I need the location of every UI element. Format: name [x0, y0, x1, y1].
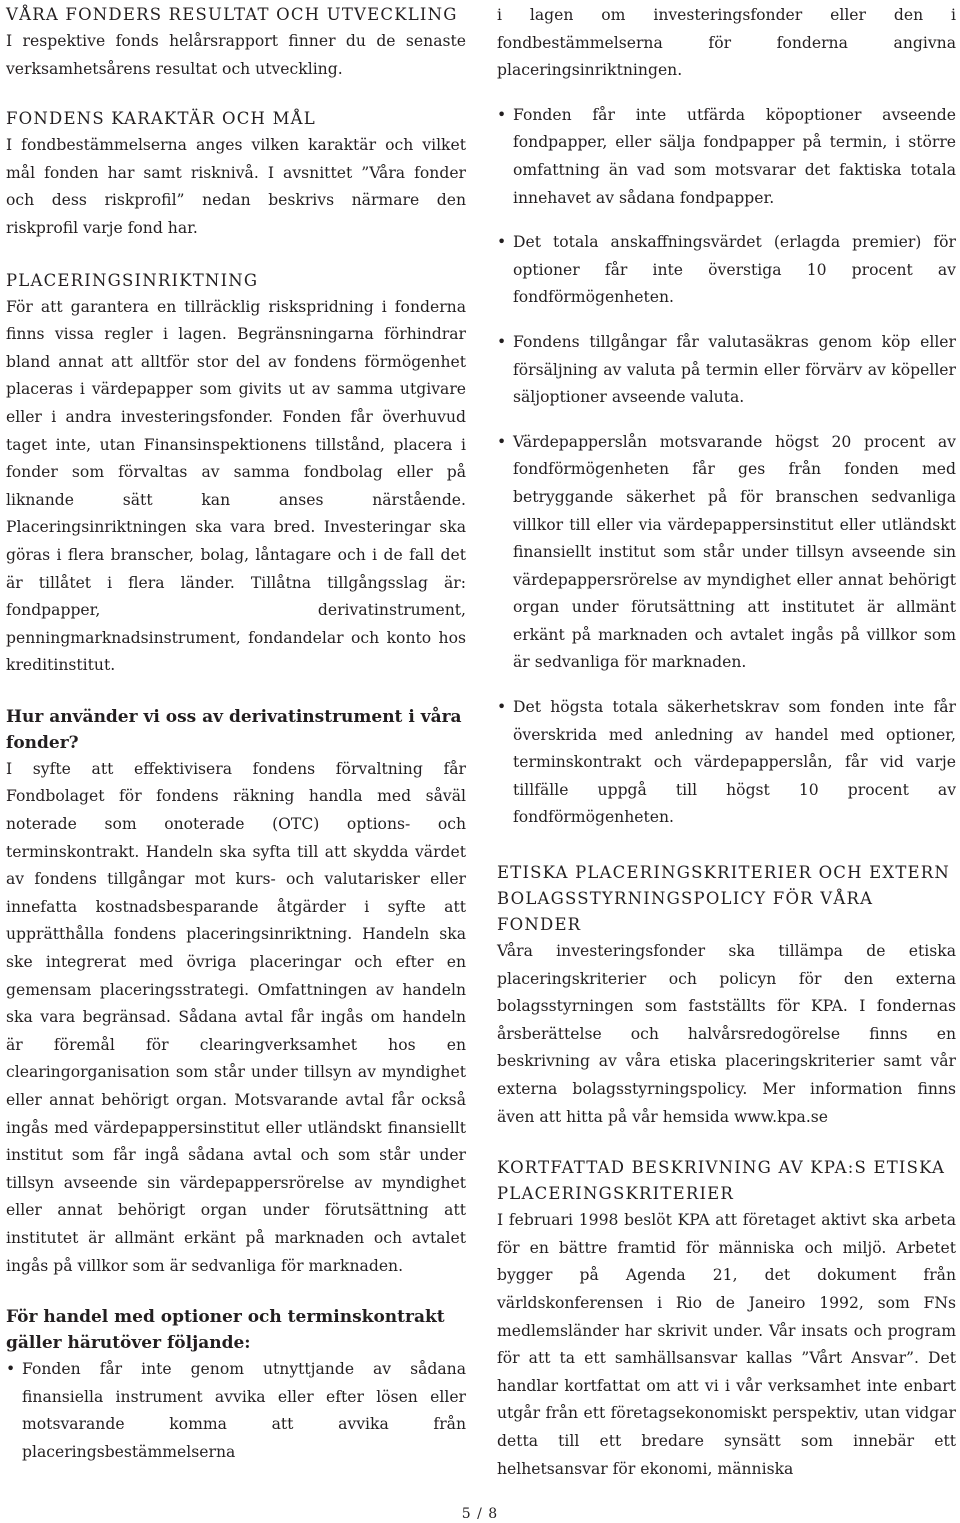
list-item: • Fonden får inte utfärda köpoptioner avseende fondpapper, eller sälja fondpapper på termin, i större omfattning än vad som motsvarar det faktiska totala innehavet av sådana fondpapper.	[497, 102, 956, 212]
list-item: • Värdepapperslån motsvarande högst 20 procent av fondförmögenheten får ges från fonden med betryggande säkerhet på för branschen sedvanliga villkor till eller via värdepappersinstitut eller utländskt finansiellt institut som står under tillsyn avseende sin värdepappersrörelse av myndighet eller annat behörigt organ under förutsättning att institutet är allmänt erkänt på marknaden och avtalet ingås på villkor som är sedvanliga för marknaden.	[497, 429, 956, 677]
options-heading: För handel med optioner och terminskontrakt gäller härutöver följande:	[6, 1307, 445, 1354]
results-heading: VÅRA FONDERS RESULTAT OCH UTVECKLING	[6, 5, 458, 24]
ethics-heading: ETISKA PLACERINGSKRITERIER OCH EXTERN BOLAGSSTYRNINGSPOLICY FÖR VÅRA FONDER	[497, 863, 951, 935]
left-column	[6, 0, 466, 1467]
results-paragraph: I respektive fonds helårsrapport finner du de senaste verksamhetsårens resultat och utveckling.	[6, 32, 466, 78]
options-bullet-list	[6, 1356, 466, 1466]
right-column	[497, 0, 956, 1483]
derivatives-paragraph: I syfte att effektivisera fondens förvaltning får Fondbolaget för fondens räkning handla med såväl noterade som onoterade (OTC) options- och terminskontrakt. Handeln ska syfta till att skydda värdet av fondens tillgångar mot kurs- och valutarisker eller innefatta kostnadsbesparande åtgärder i syfte att upprätthålla fondens placeringsinriktning. Handeln ska ske integrerat med övriga placeringar och efter en gemensam placeringsstrategi. Omfattningen av handeln ska vara begränsad. Sådana avtal får ingås om handeln är föremål för clearingverksamhet hos en clearingorganisation som står under tillsyn av myndighet eller annat behörigt organ. Motsvarande avtal får också ingås med värdepappersinstitut eller utländskt finansiellt institut som får ingå sådana avtal och som står under tillsyn avseende sin värdepappersrörelse av myndighet eller annat behörigt organ under förutsättning att institutet är allmänt erkänt på marknaden och avtalet ingås på villkor som är sedvanliga för marknaden.	[6, 759, 466, 1275]
list-item: • Det högsta totala säkerhetskrav som fonden inte får överskrida med anledning av handel med optioner, terminskontrakt och värdepapperslån, får vid varje tillfälle uppgå till högst 10 procent av fondförmögenheten.	[497, 694, 956, 832]
page-number: 5 / 8	[461, 1506, 499, 1522]
ethics-paragraph: Våra investeringsfonder ska tillämpa de etiska placeringskriterier och policyn för den externa bolagsstyrningen som fastställts för KPA. I fondernas årsberättelse och halvårsredogörelse finns en beskrivning av våra etiska placeringskriterier samt vår externa bolagsstyrningspolicy. Mer information finns även att hitta på vår hemsida www.kpa.se	[497, 942, 956, 1126]
character-paragraph: I fondbestämmelserna anges vilken karaktär och vilket mål fonden har samt risknivå. I avsnittet ”Våra fonder och dess riskprofil” nedan beskrivs närmare den riskprofil varje fond har.	[6, 136, 466, 237]
derivatives-heading: Hur använder vi oss av derivatinstrument i våra fonder?	[6, 706, 462, 753]
list-item: • Det totala anskaffningsvärdet (erlagda premier) för optioner får inte överstiga 10 procent av fondförmögenheten.	[497, 229, 956, 312]
list-item: • Fondens tillgångar får valutasäkras genom köp eller försäljning av valuta på termin eller förvärv av köpeller säljoptioner avseende valuta.	[497, 329, 956, 412]
summary-heading: KORTFATTAD BESKRIVNING AV KPA:S ETISKA PLACERINGSKRITERIER	[497, 1158, 946, 1204]
summary-paragraph: I februari 1998 beslöt KPA att företaget aktivt ska arbeta för en bättre framtid för människa och miljö. Arbetet bygger på Agenda 21, det dokument från världskonferensen i Rio de Janeiro 1992, som FNs medlemsländer har skrivit under. Vår insats och program för att ta ett samhällsansvar kallas ”Vårt Ansvar”. Det handlar kortfattat om att vi i vår verksamhet inte enbart utgår från ett företagsekonomiskt perspektiv, utan vidgar detta till ett bredare synsätt som innebär ett helhetsansvar för ekonomi, människa	[497, 1211, 956, 1478]
character-heading: FONDENS KARAKTÄR OCH MÅL	[6, 109, 316, 129]
placement-paragraph: För att garantera en tillräcklig riskspridning i fonderna finns vissa regler i lagen. Begränsningarna förhindrar bland annat att alltför stor del av fondens förmögenhet placeras i värdepapper som givits ut av samma utgivare eller i andra investeringsfonder. Fonden får överhuvud taget inte, utan Finansinspektionens tillstånd, placera i fonder som förvaltas av samma fondbolag eller på liknande sätt kan anses närstående. Placeringsinriktningen ska vara bred. Investeringar ska göras i flera branscher, bolag, låntagare och i de fall det är tillåtet i flera länder. Tillåtna tillgångsslag är: fondpapper, derivatinstrument, penningmarknadsinstrument, fondandelar och konto hos kreditinstitut.	[6, 297, 466, 675]
rules-bullet-list	[497, 102, 956, 832]
placement-heading: PLACERINGSINRIKTNING	[6, 270, 259, 290]
list-item: • Fonden får inte genom utnyttjande av sådana finansiella instrument avvika eller efter lösen eller motsvarande komma att avvika från placeringsbestämmelserna	[6, 1356, 466, 1466]
continued-paragraph: i lagen om investeringsfonder eller den i fondbestämmelserna för fonderna angivna placeringsinriktningen.	[497, 6, 956, 80]
